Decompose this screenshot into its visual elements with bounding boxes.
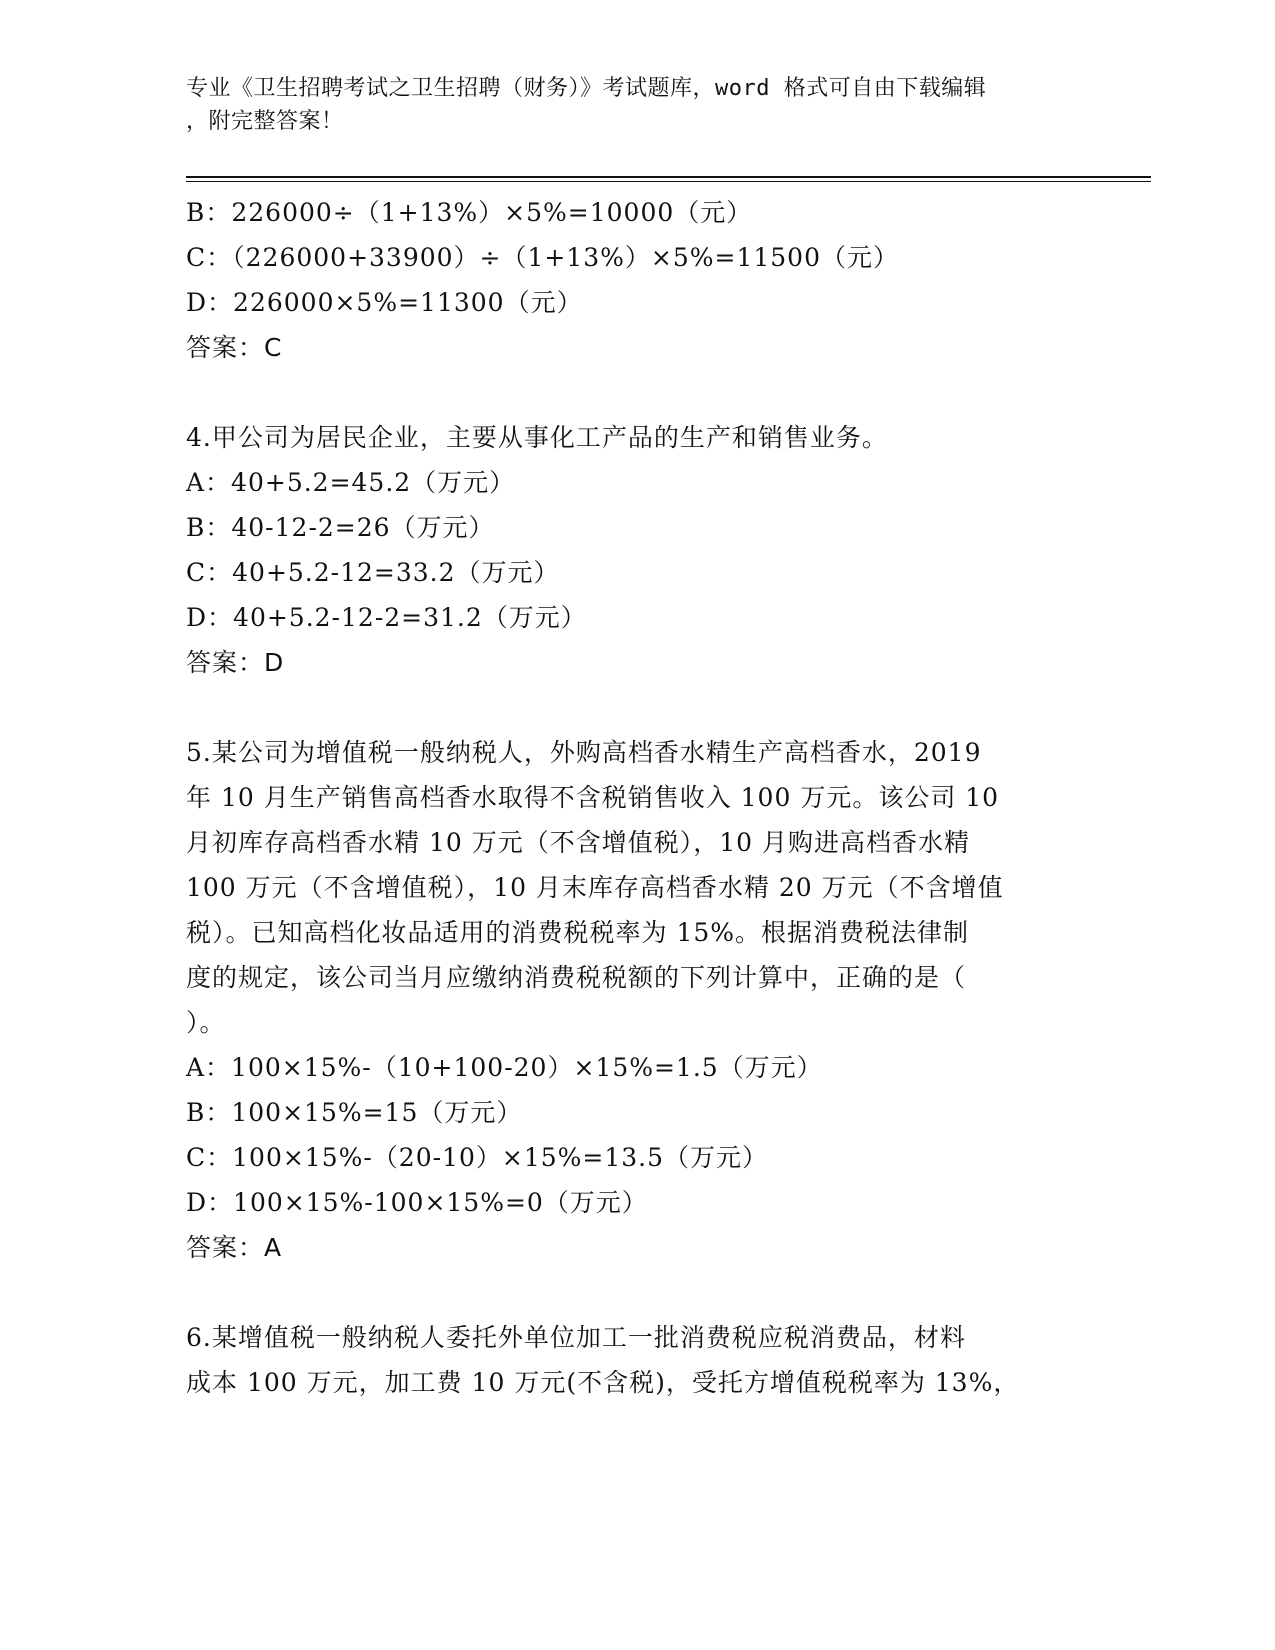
- header-divider-thin: [186, 181, 1151, 182]
- question-stem-line: 税）。已知高档化妆品适用的消费税税率为 15%。根据消费税法律制: [186, 918, 970, 947]
- question-stem-line: 成本 100 万元，加工费 10 万元(不含税)，受托方增值税税率为 13%，: [186, 1368, 1020, 1397]
- option-c: C：40+5.2-12=33.2（万元）: [186, 558, 560, 587]
- spacer: [186, 685, 1086, 730]
- option-d: D：100×15%-100×15%=0（万元）: [186, 1188, 648, 1217]
- option-c: C：（226000+33900）÷（1+13%）×5%=11500（元）: [186, 243, 899, 272]
- question-stem-line: ）。: [186, 1008, 226, 1037]
- answer: 答案：D: [186, 648, 285, 677]
- question-stem-line: 月初库存高档香水精 10 万元（不含增值税），10 月购进高档香水精: [186, 828, 970, 857]
- option-b: B：100×15%=15（万元）: [186, 1098, 523, 1127]
- document-body: [186, 190, 1086, 1405]
- header-divider-thick: [186, 176, 1151, 178]
- question-4: [186, 415, 1086, 685]
- answer: 答案：C: [186, 333, 283, 362]
- header-line-1: 专业《卫生招聘考试之卫生招聘（财务）》考试题库，word 格式可自由下载编辑: [186, 76, 987, 101]
- option-d: D：226000×5%=11300（元）: [186, 288, 583, 317]
- option-a: A：100×15%-（10+100-20）×15%=1.5（万元）: [186, 1053, 823, 1082]
- question-stem-line: 100 万元（不含增值税），10 月末库存高档香水精 20 万元（不含增值: [186, 873, 1004, 902]
- question-stem-line: 6.某增值税一般纳税人委托外单位加工一批消费税应税消费品，材料: [186, 1323, 966, 1352]
- document-header: [186, 72, 1066, 138]
- option-a: A：40+5.2=45.2（万元）: [186, 468, 516, 497]
- question-6: [186, 1315, 1086, 1405]
- question-stem: 4.甲公司为居民企业，主要从事化工产品的生产和销售业务。: [186, 423, 888, 452]
- spacer: [186, 1270, 1086, 1315]
- answer: 答案：A: [186, 1233, 283, 1262]
- question-stem-line: 度的规定，该公司当月应缴纳消费税税额的下列计算中，正确的是（: [186, 963, 967, 992]
- header-line-2: ，附完整答案！: [186, 109, 344, 134]
- question-3: [186, 190, 1086, 370]
- question-5: [186, 730, 1086, 1270]
- option-b: B：40-12-2=26（万元）: [186, 513, 495, 542]
- question-stem-line: 年 10 月生产销售高档香水取得不含税销售收入 100 万元。该公司 10: [186, 783, 1000, 812]
- spacer: [186, 370, 1086, 415]
- option-c: C：100×15%-（20-10）×15%=13.5（万元）: [186, 1143, 769, 1172]
- option-d: D：40+5.2-12-2=31.2（万元）: [186, 603, 587, 632]
- option-b: B：226000÷（1+13%）×5%=10000（元）: [186, 198, 753, 227]
- question-stem-line: 5.某公司为增值税一般纳税人，外购高档香水精生产高档香水，2019: [186, 738, 982, 767]
